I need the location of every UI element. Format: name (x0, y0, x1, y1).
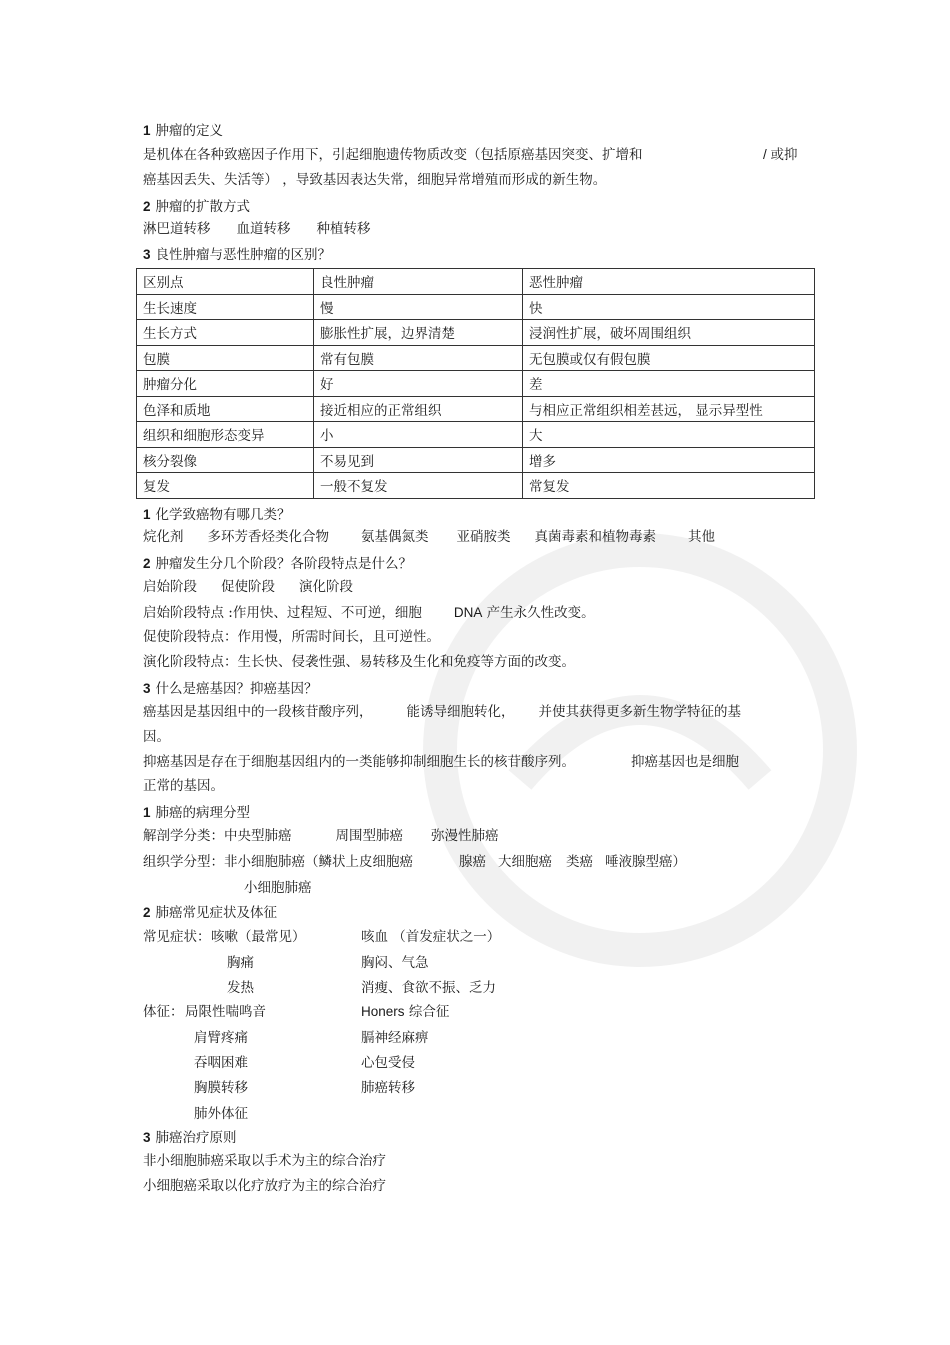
heading-spread-methods: 2 肿瘤的扩散方式 (143, 199, 251, 215)
sign-right-1: Honers 综合征 (361, 1004, 450, 1020)
heading-lung-symptoms: 2 肺癌常见症状及体征 (143, 905, 278, 921)
table-cell: 肿瘤分化 (137, 371, 314, 397)
table-cell: 膨胀性扩展，边界清楚 (314, 320, 523, 346)
table-cell: 不易见到 (314, 447, 523, 473)
stage-initiation-text: 启始阶段特点 :作用快、过程短、不可逆，细胞 DNA 产生永久性改变。 (143, 605, 595, 621)
table-cell: 区别点 (137, 269, 314, 295)
histological-classification: 组织学分型：非小细胞肺癌（鳞状上皮细胞癌 腺癌 大细胞癌 类癌 唾液腺型癌） (143, 854, 686, 870)
table-header-row (137, 269, 815, 295)
heading-lung-treatment: 3 肺癌治疗原则 (143, 1130, 237, 1146)
treatment-sclc: 小细胞癌采取以化疗放疗为主的综合治疗 (143, 1178, 386, 1194)
table-cell: 与相应正常组织相差甚远， 显示异型性 (523, 396, 815, 422)
sign-left-3: 吞咽困难 (194, 1055, 248, 1071)
table-cell: 无包膜或仅有假包膜 (523, 345, 815, 371)
table-cell: 快 (523, 294, 815, 320)
table-cell: 浸润性扩展，破坏周围组织 (523, 320, 815, 346)
sign-left-2: 肩臂疼痛 (194, 1030, 248, 1046)
table-cell: 生长方式 (137, 320, 314, 346)
sign-left-1: 局限性喘鸣音 (185, 1004, 266, 1020)
comparison-table (136, 268, 815, 499)
spread-methods-list: 淋巴道转移 血道转移 种植转移 (143, 221, 371, 237)
definition-line-1-end: / 或抑 (763, 147, 798, 162)
carcinogen-list: 烷化剂 多环芳香烃类化合物 氨基偶氮类 亚硝胺类 真菌毒素和植物毒素 其他 (143, 529, 715, 545)
table-cell: 恶性肿瘤 (523, 269, 815, 295)
symptom-label: 常见症状： (143, 929, 211, 945)
sign-right-2: 膈神经麻痹 (361, 1030, 429, 1046)
stage-promotion-text: 促使阶段特点：作用慢，所需时间长，且可逆性。 (143, 629, 440, 645)
heading-tumor-definition: 1 肿瘤的定义 (143, 123, 224, 139)
anatomical-classification: 解剖学分类：中央型肺癌 周围型肺癌 弥漫性肺癌 (143, 828, 499, 844)
table-row (137, 396, 815, 422)
oncogene-line-1: 癌基因是基因组中的一段核苷酸序列， 能诱导细胞转化， 并使其获得更多新生物学特征的基 (143, 704, 741, 720)
symptom-right-1: 咳血 （首发症状之一） (361, 929, 501, 945)
table-row (137, 345, 815, 371)
table-row (137, 422, 815, 448)
table-cell: 一般不复发 (314, 473, 523, 499)
table-cell: 核分裂像 (137, 447, 314, 473)
symptom-left-3: 发热 (227, 980, 254, 996)
table-cell: 小 (314, 422, 523, 448)
stage-list: 启始阶段 促使阶段 演化阶段 (143, 579, 353, 595)
treatment-nsclc: 非小细胞肺癌采取以手术为主的综合治疗 (143, 1153, 386, 1169)
sign-left-5: 肺外体征 (194, 1106, 248, 1122)
sign-label: 体征： (143, 1004, 184, 1020)
symptom-right-3: 消瘦、食欲不振、乏力 (361, 980, 496, 996)
table-cell: 复发 (137, 473, 314, 499)
watermark-logo (400, 520, 880, 980)
tumor-suppressor-line-2: 正常的基因。 (143, 778, 224, 794)
table-cell: 组织和细胞形态变异 (137, 422, 314, 448)
symptom-right-2: 胸闷、气急 (361, 955, 429, 971)
sign-right-4: 肺癌转移 (361, 1080, 415, 1096)
tumor-suppressor-line-1: 抑癌基因是存在于细胞基因组内的一类能够抑制细胞生长的核苷酸序列。 抑癌基因也是细胞 (143, 754, 739, 770)
table-cell: 增多 (523, 447, 815, 473)
table-cell: 色泽和质地 (137, 396, 314, 422)
symptom-left-2: 胸痛 (227, 955, 254, 971)
oncogene-line-2: 因。 (143, 729, 170, 745)
heading-lung-pathology: 1 肺癌的病理分型 (143, 805, 251, 821)
table-cell: 包膜 (137, 345, 314, 371)
table-cell: 差 (523, 371, 815, 397)
stage-progression-text: 演化阶段特点：生长快、侵袭性强、易转移及生化和免疫等方面的改变。 (143, 654, 575, 670)
histological-small-cell: 小细胞肺癌 (244, 880, 312, 896)
definition-line-1: 是机体在各种致癌因子作用下，引起细胞遗传物质改变（包括原癌基因突变、扩增和 (143, 147, 643, 163)
table-row (137, 294, 815, 320)
table-cell: 慢 (314, 294, 523, 320)
heading-benign-vs-malignant: 3 良性肿瘤与恶性肿瘤的区别？ (143, 247, 332, 263)
sign-right-3: 心包受侵 (361, 1055, 415, 1071)
table-cell: 大 (523, 422, 815, 448)
sign-left-4: 胸膜转移 (194, 1080, 248, 1096)
table-cell: 良性肿瘤 (314, 269, 523, 295)
table-cell: 生长速度 (137, 294, 314, 320)
heading-oncogenes: 3 什么是癌基因？抑癌基因？ (143, 681, 318, 697)
symptom-left-1: 咳嗽（最常见） (211, 929, 306, 945)
table-row (137, 447, 815, 473)
table-cell: 接近相应的正常组织 (314, 396, 523, 422)
heading-tumor-stages: 2 肿瘤发生分几个阶段？各阶段特点是什么？ (143, 556, 413, 572)
table-cell: 常有包膜 (314, 345, 523, 371)
table-cell: 好 (314, 371, 523, 397)
table-row (137, 473, 815, 499)
heading-chemical-carcinogens: 1 化学致癌物有哪几类？ (143, 507, 291, 523)
table-cell: 常复发 (523, 473, 815, 499)
table-row (137, 320, 815, 346)
definition-line-2: 癌基因丢失、失活等） ，导致基因表达失常，细胞异常增殖而形成的新生物。 (143, 172, 607, 188)
table-row (137, 371, 815, 397)
